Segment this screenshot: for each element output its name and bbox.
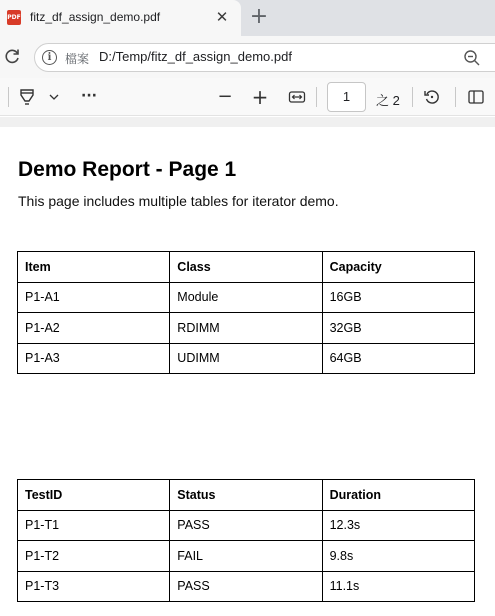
table-row <box>18 571 475 602</box>
page-count-label: 之 2 <box>376 93 400 108</box>
table-cell: P1-T1 <box>18 510 170 541</box>
url-text[interactable]: D:/Temp/fitz_df_assign_demo.pdf <box>99 49 292 64</box>
table-row <box>18 510 475 541</box>
table-header-cell: Item <box>18 252 170 283</box>
page-number-input[interactable]: 1 <box>327 82 366 112</box>
test-results-table <box>17 479 475 602</box>
toolbar-divider <box>316 87 317 107</box>
rotate-icon[interactable] <box>422 87 442 107</box>
table-cell: UDIMM <box>170 343 322 374</box>
table-cell: FAIL <box>170 541 322 572</box>
site-info-icon[interactable]: i <box>42 50 57 65</box>
table-cell: PASS <box>170 510 322 541</box>
table-cell: P1-A3 <box>18 343 170 374</box>
page-title: Demo Report - Page 1 <box>18 158 237 181</box>
fit-to-width-icon[interactable] <box>287 87 307 107</box>
toolbar-divider <box>8 87 9 107</box>
new-tab-icon[interactable]: + <box>249 4 269 29</box>
table-cell: P1-A2 <box>18 313 170 344</box>
zoom-in-icon[interactable]: + <box>251 85 269 109</box>
intro-text: This page includes multiple tables for iterator demo. <box>18 193 339 209</box>
table-cell: Module <box>170 282 322 313</box>
viewer-gutter <box>0 117 495 127</box>
table-header-cell: Duration <box>322 480 474 511</box>
table-cell: 11.1s <box>322 571 474 602</box>
table-cell: 9.8s <box>322 541 474 572</box>
table-cell: 12.3s <box>322 510 474 541</box>
close-tab-icon[interactable]: ✕ <box>215 8 229 26</box>
table-cell: P1-A1 <box>18 282 170 313</box>
table-cell: RDIMM <box>170 313 322 344</box>
more-options-icon[interactable]: ··· <box>81 88 97 104</box>
table-header-cell: TestID <box>18 480 170 511</box>
tab-active[interactable] <box>0 0 241 36</box>
table-header-cell: Class <box>170 252 322 283</box>
table-cell: PASS <box>170 571 322 602</box>
omnibox[interactable] <box>34 43 495 72</box>
page-view-icon[interactable] <box>466 87 486 107</box>
tab-strip <box>0 0 495 36</box>
address-bar <box>0 36 495 78</box>
highlight-icon[interactable] <box>17 87 37 107</box>
zoom-out-icon[interactable]: − <box>217 86 233 107</box>
table-row <box>18 541 475 572</box>
toolbar-divider <box>455 87 456 107</box>
table-header-cell: Status <box>170 480 322 511</box>
table-header-row <box>18 480 475 511</box>
pdf-file-icon: PDF <box>7 10 21 25</box>
table-row <box>18 343 475 374</box>
table-cell: P1-T2 <box>18 541 170 572</box>
table-cell: 16GB <box>322 282 474 313</box>
table-header-row <box>18 252 475 283</box>
toolbar-divider <box>412 87 413 107</box>
inventory-table <box>17 251 475 374</box>
table-header-cell: Capacity <box>322 252 474 283</box>
table-cell: 32GB <box>322 313 474 344</box>
table-row <box>18 282 475 313</box>
reload-icon[interactable] <box>2 46 22 66</box>
chevron-down-icon[interactable] <box>44 87 64 107</box>
zoom-out-magnifier-icon[interactable] <box>463 49 481 67</box>
tab-title: fitz_df_assign_demo.pdf <box>30 10 161 24</box>
pdf-toolbar <box>0 78 495 116</box>
pdf-page <box>0 127 495 616</box>
table-cell: P1-T3 <box>18 571 170 602</box>
table-row <box>18 313 475 344</box>
scheme-label: 檔案 <box>65 52 90 66</box>
table-cell: 64GB <box>322 343 474 374</box>
